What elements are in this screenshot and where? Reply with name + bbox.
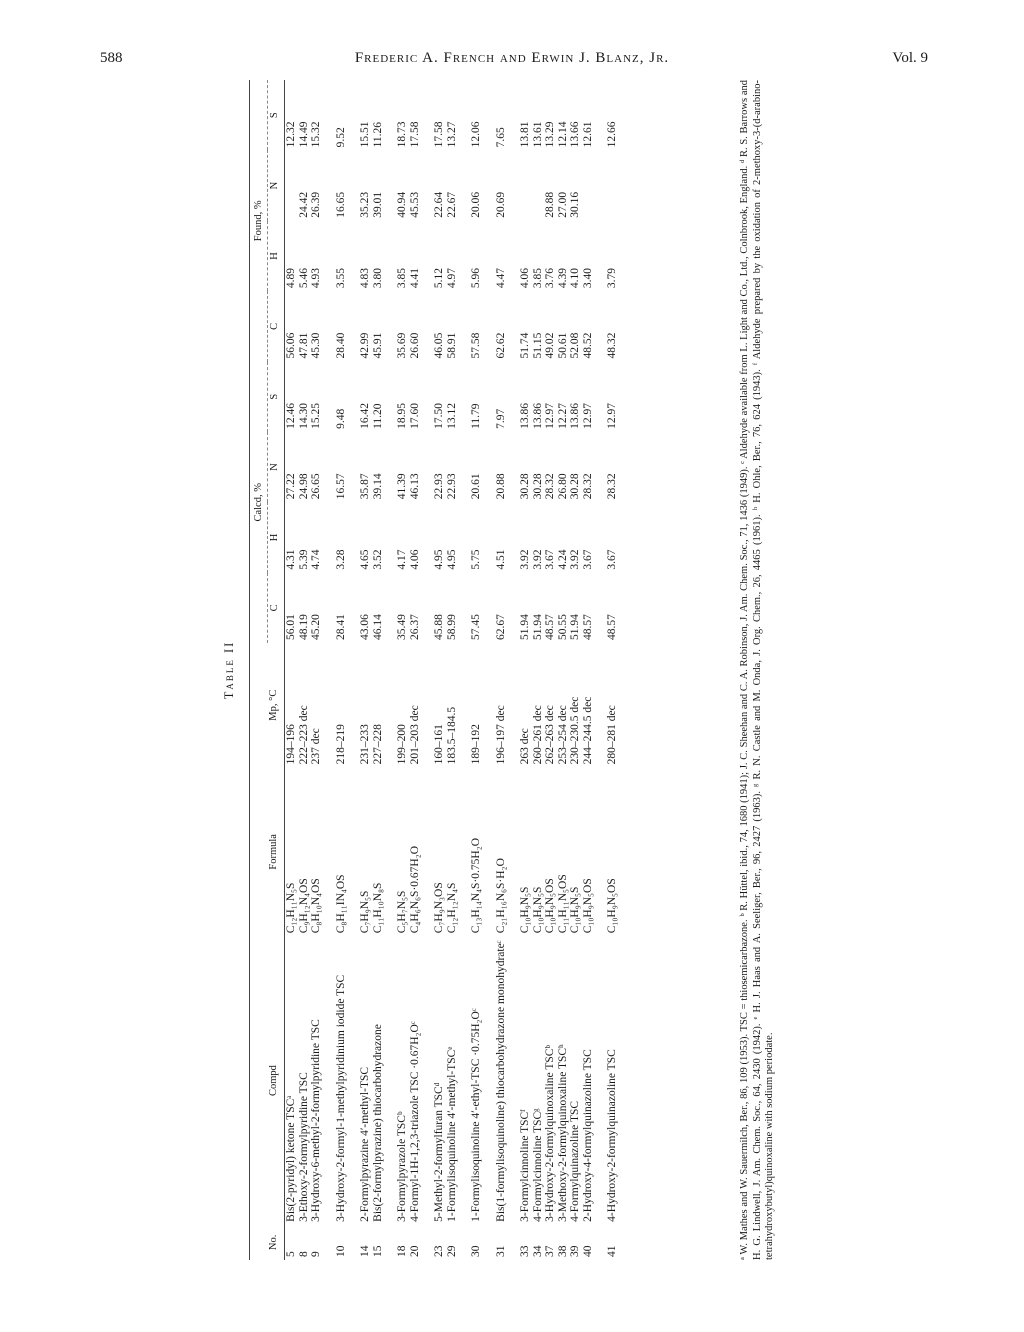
cell-fn [532,150,545,220]
cell-fn [594,150,619,220]
cell-fn: 30.16 [569,191,581,218]
cell-cs: 12.97 [544,403,556,429]
cell-fn: 28.88 [544,191,556,218]
cell-ch: 4.06 [408,549,421,570]
cell-cc: 48.57 [581,614,594,641]
cell-fh: 4.97 [445,268,458,289]
cell-fc: 35.69 [396,332,408,359]
cell-cn: 22.93 [445,473,458,500]
cell-mp: 160–161 [433,724,445,765]
cell-cc: 51.94 [519,614,531,641]
cell-cn: 26.65 [310,473,322,500]
cell-cs: 18.95 [396,403,408,429]
cell-compd: 4-Hydroxy-2-formylquinazoline TSC [606,1049,618,1222]
cell-fc: 49.02 [544,332,556,359]
table-row [483,80,508,1260]
cell-formula: C₁₁H₁₀N₈S [371,882,384,934]
cell-cn: 30.28 [569,473,581,500]
cell-fn: 27.00 [556,191,569,218]
cell-formula: C₁₂H₁₂N₄S [445,882,458,934]
cell-cc: 48.19 [297,614,310,641]
cell-cs: 16.42 [359,403,371,429]
cell-formula: C₁₂H₁₁N₅S [285,882,297,934]
table-row [507,80,532,1260]
cell-cc: 48.57 [544,614,556,641]
calcd-header: Calcd, % [250,362,268,644]
cell-formula: C₇H₉N₃OS [433,882,445,934]
cell-fh: 3.79 [606,268,618,289]
cell-fs: 12.32 [285,121,297,148]
cell-fc: 58.91 [445,332,458,359]
cell-cc: 58.99 [445,614,458,641]
cell-mp: 227–228 [371,724,384,765]
cell-ch: 4.51 [494,549,507,570]
cell-mp: 280–281 dec [606,705,618,765]
col-calcd-n: N [267,432,285,502]
cell-ch: 3.67 [544,549,556,570]
running-head-authors: Frederic A. French and Erwin J. Blanz, Jr. [354,50,670,66]
cell-fn: 22.67 [445,191,458,218]
cell-ch: 4.95 [433,549,445,570]
cell-mp: 253–254 dec [556,705,569,765]
cell-cs: 12.97 [606,403,618,429]
cell-formula: C₁₀H₉N₅S [519,886,531,934]
cell-cc: 46.14 [371,614,384,641]
cell-formula: C₁₀H₉N₅OS [606,878,618,934]
cell-formula: C₅H₇N₅S [396,890,408,934]
cell-fn: 20.69 [494,191,507,218]
table-row [458,80,483,1260]
cell-fh: 4.06 [519,268,531,289]
cell-fh: 4.41 [408,268,421,289]
cell-cc: 57.45 [470,614,482,641]
cell-no: 37 [544,1245,556,1257]
cell-fc: 51.74 [519,332,531,359]
cell-formula: C₇H₉N₅S [359,890,371,934]
cell-cn: 30.28 [531,473,544,500]
cell-cs: 11.20 [371,403,384,429]
volume-label: Vol. 9 [892,50,928,66]
cell-cc: 35.49 [396,614,408,641]
cell-compd: 3-Hydroxy-2-formylquinoxaline TSCᵇ [544,1045,556,1222]
cell-compd: 2-Formylpyrazine 4′-methyl-TSC [359,1066,371,1222]
cell-fh: 3.76 [544,268,556,289]
cell-cs: 17.60 [408,403,421,429]
cell-compd: 2-Hydroxy-4-formylquinazoline TSC [581,1049,594,1222]
cell-ch: 4.74 [310,549,322,570]
table-title: Table II [222,640,236,700]
cell-ch: 5.75 [470,549,482,570]
cell-fh: 5.12 [433,268,445,289]
cell-mp: 199–200 [396,724,408,765]
cell-fh: 3.55 [334,268,347,289]
cell-ch: 3.67 [606,549,618,570]
cell-fs: 17.58 [433,121,445,148]
cell-fc: 50.61 [556,332,569,359]
cell-ch: 4.17 [396,549,408,570]
cell-formula: C₈H₁₀N₄OS [310,878,322,934]
cell-cc: 45.20 [310,614,322,641]
cell-compd: Bis(2-formylpyrazine) thiocarbohydrazone [371,1024,384,1222]
cell-fh: 5.96 [470,268,482,289]
cell-mp: 196–197 dec [494,705,507,765]
cell-cc: 26.37 [408,614,421,641]
cell-cs: 12.97 [581,403,594,429]
cell-no: 20 [408,1245,421,1257]
cell-cs: 12.46 [285,403,297,429]
cell-cc: 51.94 [569,614,581,641]
cell-fc: 48.52 [581,332,594,359]
cell-mp: 263 dec [519,728,531,765]
cell-cc: 50.55 [556,614,569,641]
cell-no: 30 [470,1245,482,1257]
col-found-c: C [267,291,285,361]
cell-fn [507,150,532,220]
cell-formula: C₁₀H₉N₅S [569,886,581,934]
cell-mp: 222–223 dec [297,705,310,765]
cell-ch: 5.39 [297,549,310,570]
table-row [569,80,582,1260]
col-mp: Mp, °C [267,643,285,767]
cell-fh: 4.83 [359,268,371,289]
cell-compd: 4-Formyl-1H-1,2,3-triazole TSC ·0.67H₂Oᶜ [408,1021,421,1222]
table-row [323,80,348,1260]
cell-compd: 1-Formylisoquinoline 4′-ethyl-TSC ·0.75H₂Oᶜ [470,1008,482,1222]
cell-compd: 3-Formylcinnoline TSCᶠ [519,1109,531,1222]
cell-fn: 16.65 [334,191,347,218]
col-calcd-h: H [267,502,285,572]
cell-ch: 3.92 [519,549,531,570]
cell-mp: 230–230.5 dec [569,696,581,765]
cell-fs: 18.73 [396,121,408,148]
cell-no: 29 [445,1245,458,1257]
footnotes: ᵃ W. Mathes and W. Sauermilch, Ber., 86, 109 (1953). TSC = thiosemicarbazone. ᵇ R. Hüttel, ibid., 74, 1680 (1941); J. C. Sheehan and C. A. Robinson, J. Am. Chem. Soc., 71, 1436 (1949). ᶜ Aldehyde available from L. Light and Co., Ltd., Colnbrook, England. ᵈ R. S. Barrows and H. G. Lindwell, J. Am. Chem. Soc., 64, 2430 (1942). ᵉ H. J. Haas and A. Seeliger, Ber., 96, 2427 (1963). ᵍ R. N. Castle and M. Onda, J. Org. Chem., 26, 4465 (1961). ʰ H. Ohle, Ber., 76, 624 (1943). ᶠ Aldehyde prepared by the oxidation of 2-methoxy-3-(d-arabino-tetrahydroxybutyl)quinoxaline with sodium periodate. [739,80,775,1260]
table-row [285,80,298,1260]
cell-fh: 4.89 [285,268,297,289]
cell-fc: 62.62 [494,332,507,359]
cell-fn: 45.53 [408,191,421,218]
cell-fn: 35.23 [359,191,371,218]
table-body [285,80,619,1260]
cell-no: 9 [310,1251,322,1257]
cell-mp: 183.5–184.5 [445,706,458,765]
cell-cc: 45.88 [433,614,445,641]
cell-fs: 14.49 [297,121,310,148]
cell-no: 41 [606,1245,618,1257]
cell-cs: 12.27 [556,403,569,429]
cell-cc: 56.01 [285,614,297,641]
cell-ch: 3.28 [334,549,347,570]
cell-cs: 11.79 [470,403,482,429]
cell-cn: 35.87 [359,473,371,500]
cell-fh: 3.80 [371,268,384,289]
table-row [532,80,545,1260]
cell-no: 5 [285,1251,297,1257]
cell-fn: 26.39 [310,191,322,218]
compound-table [249,80,619,1260]
cell-no: 40 [581,1245,594,1257]
cell-mp: 194–196 [285,724,297,765]
cell-cs: 13.12 [445,403,458,429]
table-row [409,80,422,1260]
cell-fs: 15.32 [310,121,322,148]
cell-formula: C₁₀H₉N₅S [531,886,544,934]
cell-no: 14 [359,1245,371,1257]
cell-cs: 17.50 [433,403,445,429]
cell-no: 34 [531,1245,544,1257]
cell-formula: C₁₁H₁₁N₅OS [556,874,569,934]
cell-cn: 28.32 [581,473,594,500]
cell-cn: 20.88 [494,473,507,500]
cell-fc: 46.05 [433,332,445,359]
rotated-table-block [107,80,967,1260]
cell-fn: 39.01 [371,191,384,218]
table-row [594,80,619,1260]
cell-formula: C₄H₆N₆S·0.67H₂O [408,845,421,934]
cell-fc: 45.91 [371,332,384,359]
cell-compd: 3-Methoxy-2-formylquinoxaline TSCʰ [556,1044,569,1222]
cell-fs: 13.27 [445,121,458,148]
cell-cs: 15.25 [310,403,322,429]
cell-cs: 13.86 [531,403,544,429]
cell-ch: 4.95 [445,549,458,570]
cell-fs: 13.66 [569,121,581,148]
cell-cn: 27.22 [285,473,297,500]
cell-compd: Bis(2-pyridyl) ketone TSCᵃ [285,1095,297,1222]
cell-fh: 3.85 [531,268,544,289]
table-row [544,80,557,1260]
cell-compd: 3-Hydroxy-2-formyl-1-methylpyridinium iodide TSC [334,974,347,1222]
table-row [310,80,323,1260]
table-row [421,80,446,1260]
cell-fh: 4.10 [569,268,581,289]
cell-compd: 4-Formylquinazoline TSC [569,1100,581,1222]
cell-fs: 12.66 [606,121,618,148]
cell-cn: 24.98 [297,473,310,500]
cell-fs: 12.61 [581,121,594,148]
cell-fc: 26.60 [408,332,421,359]
cell-cn: 39.14 [371,473,384,500]
table-row [372,80,385,1260]
col-compd: Compd [267,936,285,1225]
table-row [384,80,409,1260]
cell-fs: 15.51 [359,121,371,148]
cell-ch: 3.52 [371,549,384,570]
col-formula: Formula [267,767,285,936]
cell-fc: 47.81 [297,332,310,359]
page-number: 588 [100,50,123,66]
cell-fn [582,150,595,220]
cell-cn: 28.32 [606,473,618,500]
cell-formula: C₁₃H₁₄N₄S·0.75H₂O [470,837,482,934]
cell-no: 23 [433,1245,445,1257]
cell-no: 15 [371,1245,384,1257]
cell-no: 39 [569,1245,581,1257]
cell-no: 8 [297,1251,310,1257]
cell-compd: Bis(1-formylisoquinoline) thiocarbohydrazone monohydrateᶜ [494,940,507,1222]
cell-cc: 48.57 [606,614,618,641]
cell-mp: 260–261 dec [531,705,544,765]
cell-fs: 13.29 [544,121,556,148]
cell-fn: 24.42 [297,191,310,218]
col-found-h: H [267,221,285,291]
cell-ch: 4.65 [359,549,371,570]
cell-fh: 4.39 [556,268,569,289]
table-row [347,80,372,1260]
cell-fh: 4.93 [310,268,322,289]
cell-mp: 237 dec [310,728,322,765]
cell-fc: 28.40 [334,332,347,359]
cell-fc: 57.58 [470,332,482,359]
cell-formula: C₁₀H₉N₅OS [581,878,594,934]
cell-fs: 12.06 [470,121,482,148]
cell-cs: 7.97 [494,408,507,429]
cell-ch: 3.92 [569,549,581,570]
cell-fs: 12.14 [556,121,569,148]
cell-cc: 43.06 [359,614,371,641]
cell-cn: 20.61 [470,473,482,500]
cell-ch: 3.92 [531,549,544,570]
cell-cs: 13.86 [569,403,581,429]
cell-fc: 56.06 [285,332,297,359]
cell-fn: 22.64 [433,191,445,218]
cell-fs: 11.26 [371,121,384,148]
cell-formula: C₉H₁₂N₄OS [297,878,310,934]
cell-fh: 3.85 [396,268,408,289]
cell-cn: 30.28 [519,473,531,500]
cell-compd: 4-Formylcinnoline TSCᵍ [531,1108,544,1222]
cell-fn: 20.06 [470,191,482,218]
cell-mp: 244–244.5 dec [581,696,594,765]
cell-fs: 13.61 [531,121,544,148]
cell-cn: 22.93 [433,473,445,500]
cell-compd: 3-Ethoxy-2-formylpyridine TSC [297,1072,310,1222]
table-row [582,80,595,1260]
cell-fs: 17.58 [408,121,421,148]
cell-fc: 42.99 [359,332,371,359]
cell-fn [285,150,298,220]
cell-cc: 62.67 [494,614,507,641]
cell-cs: 9.48 [334,408,347,429]
found-header: Found, % [250,80,268,362]
col-found-n: N [267,150,285,220]
cell-cc: 51.94 [531,614,544,641]
cell-cs: 13.86 [519,403,531,429]
cell-no: 33 [519,1245,531,1257]
cell-fh: 5.46 [297,268,310,289]
cell-compd: 5-Methyl-2-formylfuran TSCᵈ [433,1082,445,1222]
cell-fs: 9.52 [334,127,347,148]
cell-no: 38 [556,1245,569,1257]
col-found-s: S [267,80,285,150]
col-calcd-c: C [267,573,285,643]
cell-cn: 41.39 [396,473,408,500]
cell-fc: 52.08 [569,332,581,359]
cell-formula: C₁₀H₉N₅OS [544,878,556,934]
cell-cn: 28.32 [544,473,556,500]
cell-mp: 231–233 [359,724,371,765]
cell-formula: C₈H₁₁IN₄OS [334,874,347,934]
cell-mp: 262–263 dec [544,705,556,765]
cell-mp: 218–219 [334,724,347,765]
table-row [298,80,311,1260]
col-calcd-s: S [267,362,285,432]
cell-no: 31 [494,1245,507,1257]
cell-fc: 51.15 [531,332,544,359]
cell-compd: 3-Hydroxy-6-methyl-2-formylpyridine TSC [310,1019,322,1222]
table-row [446,80,459,1260]
cell-cn: 46.13 [408,473,421,500]
cell-ch: 3.67 [581,549,594,570]
table-row [557,80,570,1260]
cell-formula: C₂₁H₁₆N₆S·H₂O [494,858,507,934]
cell-no: 18 [396,1245,408,1257]
cell-fh: 3.40 [581,268,594,289]
cell-cc: 28.41 [334,614,347,641]
cell-compd: 1-Formylisoquinoline 4′-methyl-TSCᵉ [445,1046,458,1222]
cell-cn: 26.80 [556,473,569,500]
cell-mp: 201–203 dec [408,705,421,765]
cell-fn: 40.94 [396,191,408,218]
cell-fh: 4.47 [494,268,507,289]
cell-cn: 16.57 [334,473,347,500]
cell-ch: 4.31 [285,549,297,570]
col-no: No. [267,1225,285,1260]
cell-fc: 48.32 [606,332,618,359]
cell-fs: 13.81 [519,121,531,148]
cell-ch: 4.24 [556,549,569,570]
cell-fs: 7.65 [494,127,507,148]
cell-fc: 45.30 [310,332,322,359]
cell-mp: 189–192 [470,724,482,765]
cell-compd: 3-Formylpyrazole TSCᵇ [396,1111,408,1222]
cell-cs: 14.30 [297,403,310,429]
cell-no: 10 [334,1245,347,1257]
